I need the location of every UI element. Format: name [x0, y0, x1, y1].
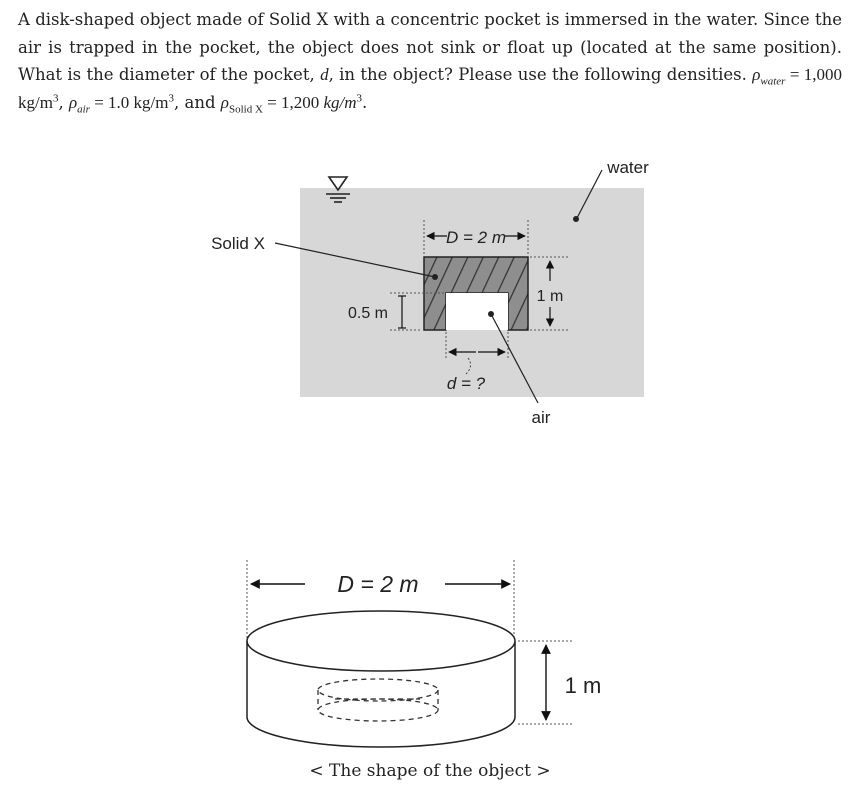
fig1-water-label: water	[607, 158, 649, 177]
density-water: $\rho_{water} = 1,000$ $kg/m^3$	[18, 65, 843, 112]
figure-cross-section	[211, 158, 649, 427]
fig1-D-label: D = 2 m	[446, 228, 506, 247]
fig1-pocket-height-label: 0.5 m	[347, 305, 389, 322]
fig1-height-label: 1 m	[536, 288, 564, 305]
fig1-solid-label: Solid X	[211, 234, 265, 253]
fig1-air-label: air	[531, 408, 551, 427]
d-symbol: d	[320, 65, 329, 84]
fig2-height-label: 1 m	[564, 673, 602, 698]
fig1-d-label: d = ?	[446, 374, 486, 393]
problem-statement: A disk-shaped object made of Solid X with a concentric pocket is immersed in the water. Since the air is trapped in the pocket, the object does not sink or float up (located at the same position). What is the diameter of the pocket, d, in the object? Please use the following densities. $\rho_{water} = 1,000$ $kg/m^3$, $\rho_{air} = 1.0$ $kg/m^3$, and $\rho_{Solid X} = 1,200$ $kg/m^3$.	[18, 10, 843, 115]
problem-text-part1: A disk-shaped object made of Solid X with a concentric pocket is immersed in the water. Since the air is trapped in the pocket, the object does not sink or float up (located at the same position). What is the diameter of the pocket,	[18, 10, 842, 84]
air-pocket	[446, 293, 508, 330]
fig2-D-label: D = 2 m	[337, 571, 419, 597]
density-air: $\rho_{air} = 1.0$ $kg/m^3$	[68, 91, 175, 115]
figure-3d-shape	[247, 560, 601, 781]
fig2-caption: < The shape of the object >	[309, 761, 551, 781]
problem-text-part2: , in the object? Please use the following densities.	[328, 65, 747, 84]
density-solid: $\rho_{Solid X} = 1,200$ $kg/m^3$	[220, 91, 363, 115]
